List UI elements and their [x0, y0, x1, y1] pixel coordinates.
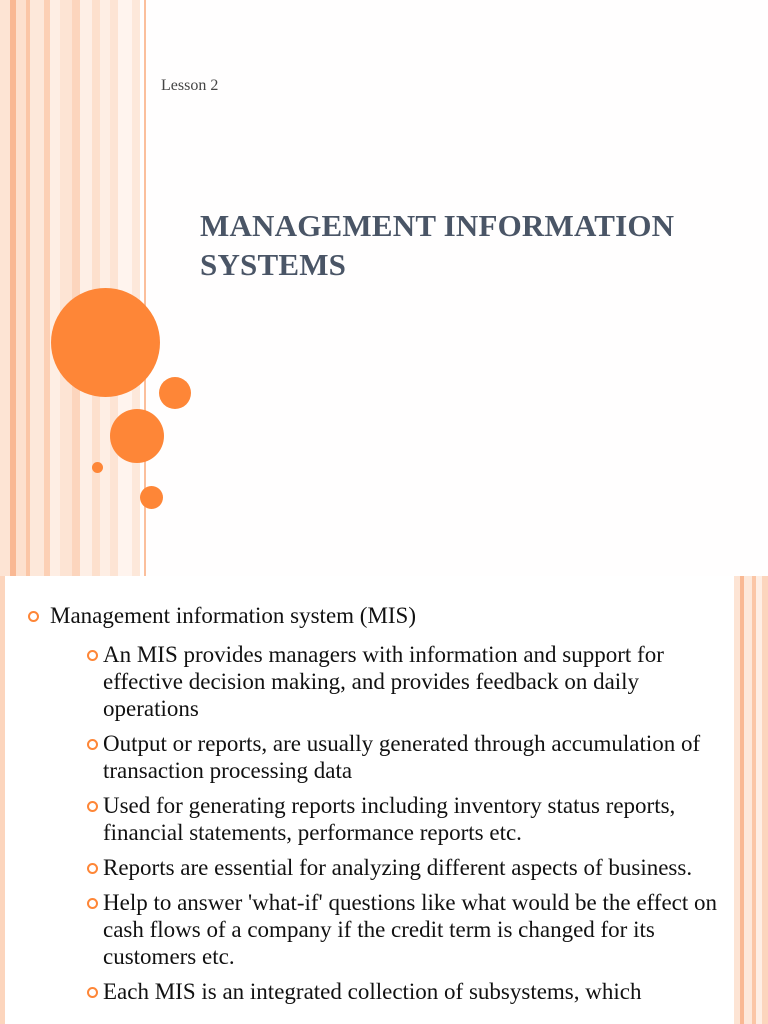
- left-edge-stripe: [0, 576, 5, 1024]
- slide-title-line: MANAGEMENT INFORMATION: [200, 208, 675, 243]
- bullet-text: Each MIS is an integrated collection of subsystems, which: [103, 979, 642, 1004]
- left-stripe-decoration: [60, 0, 72, 576]
- bullet-ring-icon: [87, 898, 98, 909]
- small-circle-decoration: [140, 486, 163, 509]
- list-item: [28, 978, 718, 1005]
- list-item: [28, 889, 718, 970]
- left-stripe-decoration: [72, 0, 80, 576]
- bullet-text: Output or reports, are usually generated through accumulation of transaction processing data: [103, 731, 701, 783]
- list-item: [28, 792, 718, 846]
- left-stripe-decoration: [16, 0, 26, 576]
- bullet-list: [28, 602, 718, 1013]
- bullet-ring-icon: [87, 739, 98, 750]
- list-item: [28, 854, 718, 881]
- left-stripe-decoration: [80, 0, 92, 576]
- medium-circle-decoration: [110, 409, 164, 463]
- bullet-text: Used for generating reports including inventory status reports, financial statements, performance reports etc.: [103, 793, 676, 845]
- bullet-ring-icon: [87, 650, 98, 661]
- list-item: [28, 730, 718, 784]
- content-slide: [0, 576, 768, 1024]
- left-stripe-decoration: [30, 0, 44, 576]
- bullet-text: Reports are essential for analyzing different aspects of business.: [103, 855, 693, 880]
- bullet-ring-icon: [87, 987, 98, 998]
- slide-title: [200, 206, 740, 284]
- list-item: [28, 641, 718, 722]
- right-stripe-decoration: [762, 576, 768, 1024]
- left-stripe-decoration: [132, 0, 140, 576]
- bullet-ring-icon: [87, 863, 98, 874]
- list-item: [28, 602, 718, 629]
- bullet-ring-icon: [28, 611, 39, 622]
- left-stripe-decoration: [50, 0, 60, 576]
- bullet-text: An MIS provides managers with information and support for effective decision making, and provides feedback on daily operations: [103, 642, 664, 721]
- small-circle-decoration: [159, 377, 191, 409]
- left-stripe-decoration: [118, 0, 132, 576]
- lesson-label: Lesson 2: [161, 77, 219, 94]
- slide-title-line: SYSTEMS: [200, 247, 347, 282]
- large-circle-decoration: [51, 288, 160, 397]
- tiny-circle-decoration: [92, 462, 103, 473]
- bullet-text: Management information system (MIS): [50, 603, 417, 628]
- right-stripe-decoration: [744, 576, 752, 1024]
- left-stripe-decoration: [0, 0, 10, 576]
- bullet-text: Help to answer 'what-if' questions like what would be the effect on cash flows of a company if the credit term is changed for its customers etc.: [103, 890, 718, 969]
- bullet-ring-icon: [87, 801, 98, 812]
